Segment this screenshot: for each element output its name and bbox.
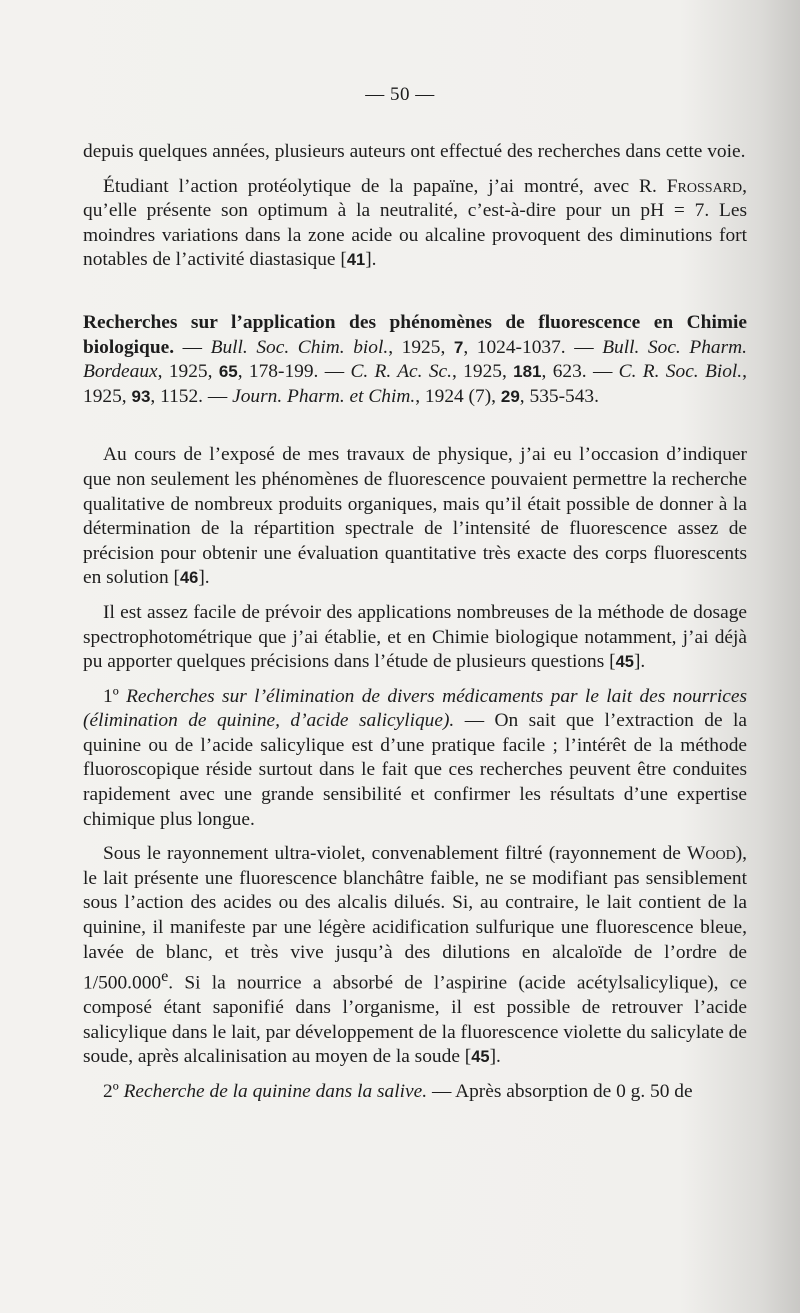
paragraph-uv-text-c: . Si la nourrice a absorbé de l’aspirine (acide acétylsalicylique), ce composé étant saponifié dans l’organisme, il est possible de retrouver l’acide salicylique dans le lait, par développement de la fluorescence violette du salicylate de soude, après alcalinisation au moyen de la soude [ bbox=[83, 972, 747, 1068]
section-2-number: 2º bbox=[103, 1081, 124, 1103]
journal-5: Journ. Pharm. et Chim. bbox=[232, 385, 416, 407]
bib-text: , 535-543. bbox=[519, 385, 599, 407]
bibliography-title: Recherches sur l’application des phénomènes de fluorescence en Chimie biologique. bbox=[83, 311, 747, 358]
reference-45: 45 bbox=[615, 653, 634, 672]
bib-text: , 1924 (7), bbox=[415, 385, 501, 407]
paragraph-fluorescence bbox=[83, 443, 747, 591]
journal-2: Bull. Soc. Pharm. Bordeaux bbox=[83, 336, 747, 383]
paragraph-applications-text: Il est assez facile de prévoir des applications nombreuses de la méthode de dosage spectrophotométrique que j’ai établie, et en Chimie biologique notamment, j’ai déjà pu apporter quelques précisions dans l’étude de plusieurs questions [ bbox=[83, 601, 747, 673]
section-2-title: Recherche de la quinine dans la salive. bbox=[123, 1081, 428, 1103]
paragraph-applications-end: ]. bbox=[633, 651, 646, 673]
paragraph-section-2 bbox=[83, 1080, 747, 1105]
paragraph-papaine bbox=[83, 175, 747, 273]
section-1-body: — On sait que l’extraction de la quinine ou de l’acide salicylique est d’une pratique facile ; l’intérêt de la méthode fluoroscopique réside surtout dans le fait que ces recherches peuvent être conduites rapidement avec une grande sensibilité et confirmer les résultats d’une expertise chimique plus longue. bbox=[83, 710, 747, 830]
author-wood: Wood bbox=[687, 843, 736, 865]
volume-4: 93 bbox=[131, 386, 151, 406]
paragraph-uv-text-d: ]. bbox=[489, 1046, 501, 1068]
paragraph-applications bbox=[83, 601, 747, 675]
paragraph-section-1 bbox=[83, 685, 747, 833]
volume-1: 7 bbox=[453, 337, 464, 357]
section-1-title: Recherches sur l’élimination de divers médicaments par le lait des nourrices (élimination de quinine, d’acide salicylique). bbox=[83, 685, 747, 732]
bib-text: , 1925, bbox=[452, 361, 514, 383]
paragraph-uv-text-b: ), le lait présente une fluorescence blanchâtre faible, ne se modifiant pas sensiblement sous l’action des acides ou des alcalis dilués. Si, au contraire, le lait contient de la quinine, il manifeste par une légère acidification sulfurique une fluorescence bleue, lavée de blanc, et très vive jusqu’à des dilutions en alcaloïde de l’ordre de 1/500.000 bbox=[83, 843, 747, 994]
journal-3: C. R. Ac. Sc. bbox=[350, 361, 452, 383]
paragraph-fluorescence-text: Au cours de l’exposé de mes travaux de physique, j’ai eu l’occasion d’indiquer que non seulement les phénomènes de fluorescence pouvaient permettre la recherche qualitative de nombreux produits organiques, mais qu’il était possible de donner à la détermination de la répartition spectrale de l’intensité de fluorescence assez de précision pour obtenir une évaluation quantitative très exacte des corps fluorescents en solution [ bbox=[83, 444, 747, 589]
page-body bbox=[83, 140, 747, 1105]
paragraph-papaine-text-a: Étudiant l’action protéolytique de la papaïne, j’ai montré, avec R. bbox=[103, 175, 657, 197]
paragraph-uv-text-a: Sous le rayonnement ultra-violet, convenablement filtré (rayonnement de bbox=[103, 843, 688, 865]
paragraph-intro: depuis quelques années, plusieurs auteurs ont effectué des recherches dans cette voie. bbox=[83, 141, 746, 162]
reference-41: 41 bbox=[346, 251, 366, 270]
journal-4: C. R. Soc. Biol. bbox=[618, 361, 743, 383]
bib-text: , 1925, bbox=[157, 361, 219, 383]
bibliography-entry bbox=[83, 311, 747, 409]
paragraph-papaine-text-b: , qu’elle présente son optimum à la neutralité, c’est-à-dire pour un pH = 7. Les moindres variations dans la zone acide ou alcaline provoquent des diminutions fort notables de l’activité diastasique [ bbox=[83, 175, 747, 271]
bib-text: , 1152. — bbox=[150, 385, 233, 407]
bib-text: , 1925, bbox=[388, 336, 454, 358]
journal-1: Bull. Soc. Chim. biol. bbox=[210, 336, 389, 358]
paragraph-fluorescence-end: ]. bbox=[198, 567, 210, 589]
reference-46: 46 bbox=[179, 569, 199, 588]
bib-text: , 623. — bbox=[541, 361, 619, 383]
section-1-number: 1º bbox=[103, 685, 127, 707]
bib-text: , 178-199. — bbox=[237, 361, 351, 383]
superscript-e: e bbox=[161, 968, 169, 986]
volume-2: 65 bbox=[218, 362, 238, 382]
volume-5: 29 bbox=[500, 386, 520, 406]
paragraph-ultraviolet bbox=[83, 842, 747, 1070]
bib-sep: — bbox=[174, 336, 211, 358]
page-number: — 50 — bbox=[365, 84, 435, 105]
volume-3: 181 bbox=[513, 362, 542, 382]
bib-text: , 1925, bbox=[83, 361, 747, 407]
section-2-body: — Après absorption de 0 g. 50 de bbox=[427, 1081, 693, 1103]
paragraph-papaine-text-c: ]. bbox=[365, 249, 377, 271]
author-frossard: Frossard bbox=[666, 175, 743, 197]
reference-45-b: 45 bbox=[471, 1048, 490, 1067]
bib-text: , 1024-1037. — bbox=[463, 336, 603, 358]
